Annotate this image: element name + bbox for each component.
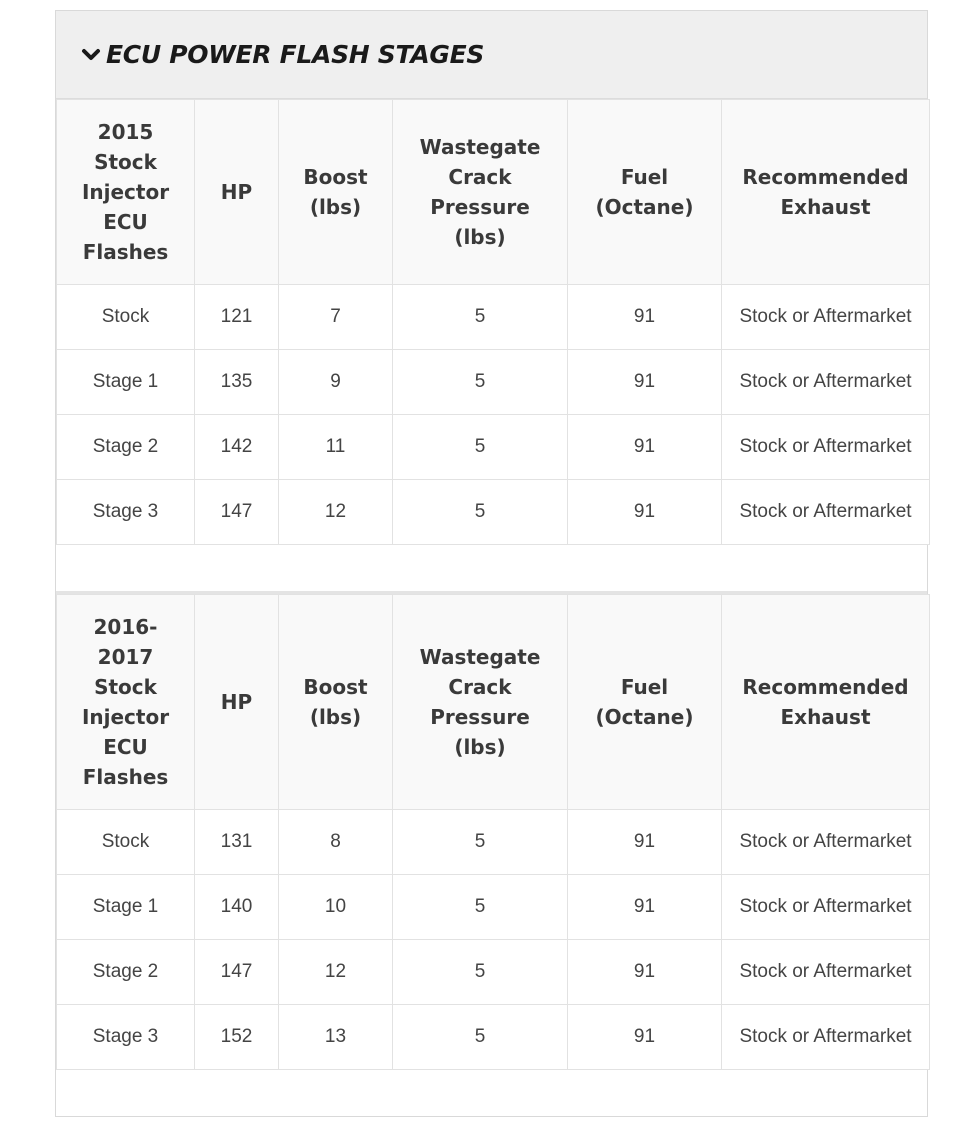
cell-stage: Stage 1 <box>57 350 195 415</box>
cell-exhaust: Stock or Aftermarket <box>722 1005 930 1070</box>
table-row <box>57 875 930 940</box>
cell-fuel: 91 <box>568 480 722 545</box>
cell-fuel: 91 <box>568 875 722 940</box>
header-fuel: Fuel (Octane) <box>568 595 722 810</box>
cell-hp: 147 <box>195 480 279 545</box>
cell-boost: 9 <box>279 350 393 415</box>
table-row <box>57 1005 930 1070</box>
header-exhaust: Recommended Exhaust <box>722 100 930 285</box>
accordion-title: ECU POWER FLASH STAGES <box>106 40 485 69</box>
cell-exhaust: Stock or Aftermarket <box>722 350 930 415</box>
table-row <box>57 285 930 350</box>
header-model: 2016-2017 Stock Injector ECU Flashes <box>57 595 195 810</box>
cell-boost: 11 <box>279 415 393 480</box>
stages-table-2015 <box>56 99 930 545</box>
header-fuel: Fuel (Octane) <box>568 100 722 285</box>
table-row <box>57 810 930 875</box>
table-container-2015 <box>56 99 927 594</box>
table-row <box>57 350 930 415</box>
accordion-header[interactable] <box>56 11 927 99</box>
chevron-down-icon <box>80 44 102 66</box>
table-row <box>57 480 930 545</box>
cell-fuel: 91 <box>568 940 722 1005</box>
table-header-row <box>57 100 930 285</box>
cell-hp: 147 <box>195 940 279 1005</box>
cell-stage: Stage 1 <box>57 875 195 940</box>
cell-fuel: 91 <box>568 810 722 875</box>
table-row <box>57 940 930 1005</box>
cell-fuel: 91 <box>568 1005 722 1070</box>
cell-wastegate: 5 <box>393 875 568 940</box>
cell-wastegate: 5 <box>393 480 568 545</box>
cell-stage: Stage 2 <box>57 940 195 1005</box>
cell-stage: Stock <box>57 810 195 875</box>
header-model: 2015 Stock Injector ECU Flashes <box>57 100 195 285</box>
cell-boost: 7 <box>279 285 393 350</box>
cell-wastegate: 5 <box>393 415 568 480</box>
cell-boost: 13 <box>279 1005 393 1070</box>
cell-hp: 135 <box>195 350 279 415</box>
cell-hp: 121 <box>195 285 279 350</box>
cell-exhaust: Stock or Aftermarket <box>722 810 930 875</box>
cell-boost: 8 <box>279 810 393 875</box>
cell-fuel: 91 <box>568 415 722 480</box>
cell-wastegate: 5 <box>393 1005 568 1070</box>
cell-hp: 140 <box>195 875 279 940</box>
table-row <box>57 415 930 480</box>
accordion-panel <box>55 10 928 1117</box>
cell-stage: Stage 3 <box>57 1005 195 1070</box>
cell-exhaust: Stock or Aftermarket <box>722 940 930 1005</box>
cell-exhaust: Stock or Aftermarket <box>722 875 930 940</box>
cell-exhaust: Stock or Aftermarket <box>722 415 930 480</box>
header-wastegate: Wastegate Crack Pressure (lbs) <box>393 595 568 810</box>
cell-hp: 152 <box>195 1005 279 1070</box>
cell-boost: 12 <box>279 480 393 545</box>
header-hp: HP <box>195 100 279 285</box>
cell-boost: 10 <box>279 875 393 940</box>
table-separator <box>56 545 927 594</box>
table-container-2016-2017 <box>56 594 927 1116</box>
cell-boost: 12 <box>279 940 393 1005</box>
cell-stage: Stage 3 <box>57 480 195 545</box>
cell-fuel: 91 <box>568 350 722 415</box>
header-boost: Boost (lbs) <box>279 100 393 285</box>
cell-stage: Stage 2 <box>57 415 195 480</box>
cell-fuel: 91 <box>568 285 722 350</box>
stages-table-2016-2017 <box>56 594 930 1070</box>
cell-wastegate: 5 <box>393 940 568 1005</box>
table-header-row <box>57 595 930 810</box>
cell-hp: 142 <box>195 415 279 480</box>
cell-hp: 131 <box>195 810 279 875</box>
cell-wastegate: 5 <box>393 810 568 875</box>
cell-stage: Stock <box>57 285 195 350</box>
table-footer-space <box>56 1070 927 1116</box>
header-wastegate: Wastegate Crack Pressure (lbs) <box>393 100 568 285</box>
header-boost: Boost (lbs) <box>279 595 393 810</box>
header-exhaust: Recommended Exhaust <box>722 595 930 810</box>
cell-exhaust: Stock or Aftermarket <box>722 285 930 350</box>
cell-exhaust: Stock or Aftermarket <box>722 480 930 545</box>
cell-wastegate: 5 <box>393 285 568 350</box>
cell-wastegate: 5 <box>393 350 568 415</box>
header-hp: HP <box>195 595 279 810</box>
